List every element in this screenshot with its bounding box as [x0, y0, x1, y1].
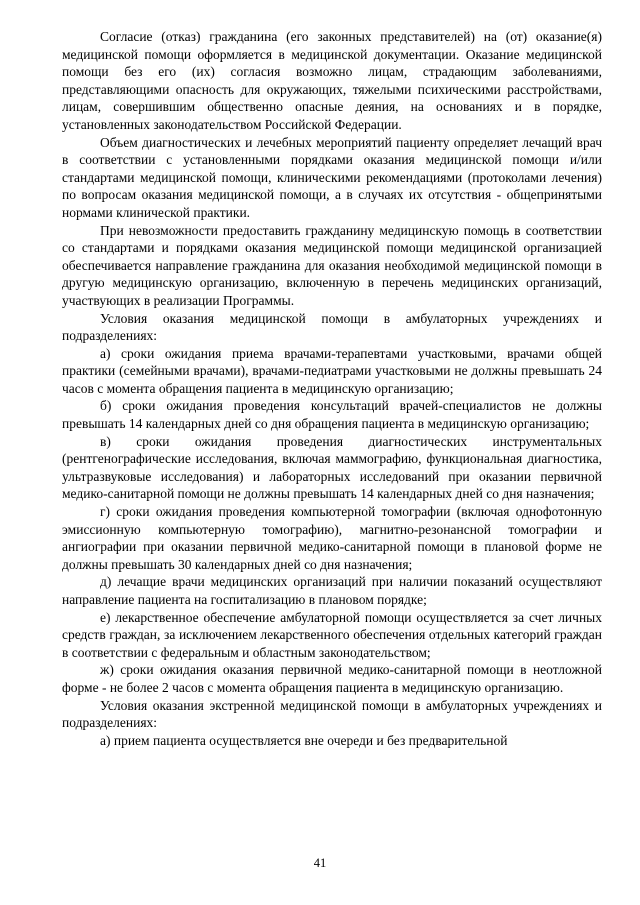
paragraph-scope-of-measures: Объем диагностических и лечебных мероприятий пациенту определяет лечащий врач в соответствии с установленными порядками оказания медицинской помощи и/или стандартами медицинской помощи, клиническими рекомендациями (протоколами лечения) по вопросам оказания медицинской помощи, а в случаях их отсутствия - общепринятыми нормами клинической практики.	[62, 134, 602, 220]
paragraph-outpatient-conditions: Условия оказания медицинской помощи в амбулаторных учреждениях и подразделениях:	[62, 310, 602, 344]
paragraph-referral: При невозможности предоставить гражданину медицинскую помощь в соответствии со стандартами и порядками оказания медицинской помощи медицинской организацией обеспечивается направление гражданина для оказания необходимой медицинской помощи в другую медицинскую организацию, включенную в перечень медицинских организаций, участвующих в реализации Программы.	[62, 222, 602, 308]
document-page	[62, 28, 602, 749]
list-item-d: д) лечащие врачи медицинских организаций при наличии показаний осуществляют направление пациента на госпитализацию в плановом порядке;	[62, 574, 602, 607]
list-item-a: а) сроки ожидания приема врачами-терапевтами участковыми, врачами общей практики (семейными врачами), врачами-педиатрами участковыми не должны превышать 24 часов с момента обращения пациента в медицинскую организацию;	[62, 345, 602, 396]
page-number: 41	[313, 856, 327, 870]
list-item-b: б) сроки ожидания проведения консультаций врачей-специалистов не должны превышать 14 календарных дней со дня обращения пациента в медицинскую организацию;	[62, 398, 602, 432]
list-item-e: е) лекарственное обеспечение амбулаторной помощи осуществляется за счет личных средств граждан, за исключением лекарственного обеспечения отдельных категорий граждан в соответствии с федеральным и областным законодательством;	[62, 609, 602, 660]
list-item-v: в) сроки ожидания проведения диагностических инструментальных (рентгенографические исследования, включая маммографию, функциональная диагностика, ультразвуковые исследования) и лабораторных исследований при оказании первичной медико-санитарной помощи не должны превышать 14 календарных дней со дня назначения;	[62, 433, 602, 502]
list-item-zh: ж) сроки ожидания оказания первичной медико-санитарной помощи в неотложной форме - не более 2 часов с момента обращения пациента в медицинскую организацию.	[62, 662, 602, 695]
paragraph-consent: Согласие (отказ) гражданина (его законных представителей) на (от) оказание(я) медицинской помощи оформляется в медицинской документации. Оказание медицинской помощи без его (их) согласия возможно лицам, страдающим заболеваниями, представляющими опасность для окружающих, тяжелыми психическими расстройствами, лицам, совершившим общественно опасные деяния, на основаниях и в порядке, установленных законодательством Российской Федерации.	[62, 29, 602, 132]
list-item-a-emergency: а) прием пациента осуществляется вне очереди и без предварительной	[100, 732, 508, 748]
paragraph-emergency-conditions: Условия оказания экстренной медицинской помощи в амбулаторных учреждениях и подразделениях:	[62, 697, 602, 731]
list-item-g: г) сроки ожидания проведения компьютерной томографии (включая однофотонную эмиссионную компьютерную томографию), магнитно-резонансной томографии и ангиографии при оказании первичной медико-санитарной помощи в плановой форме не должны превышать 30 календарных дней со дня назначения;	[62, 504, 602, 572]
